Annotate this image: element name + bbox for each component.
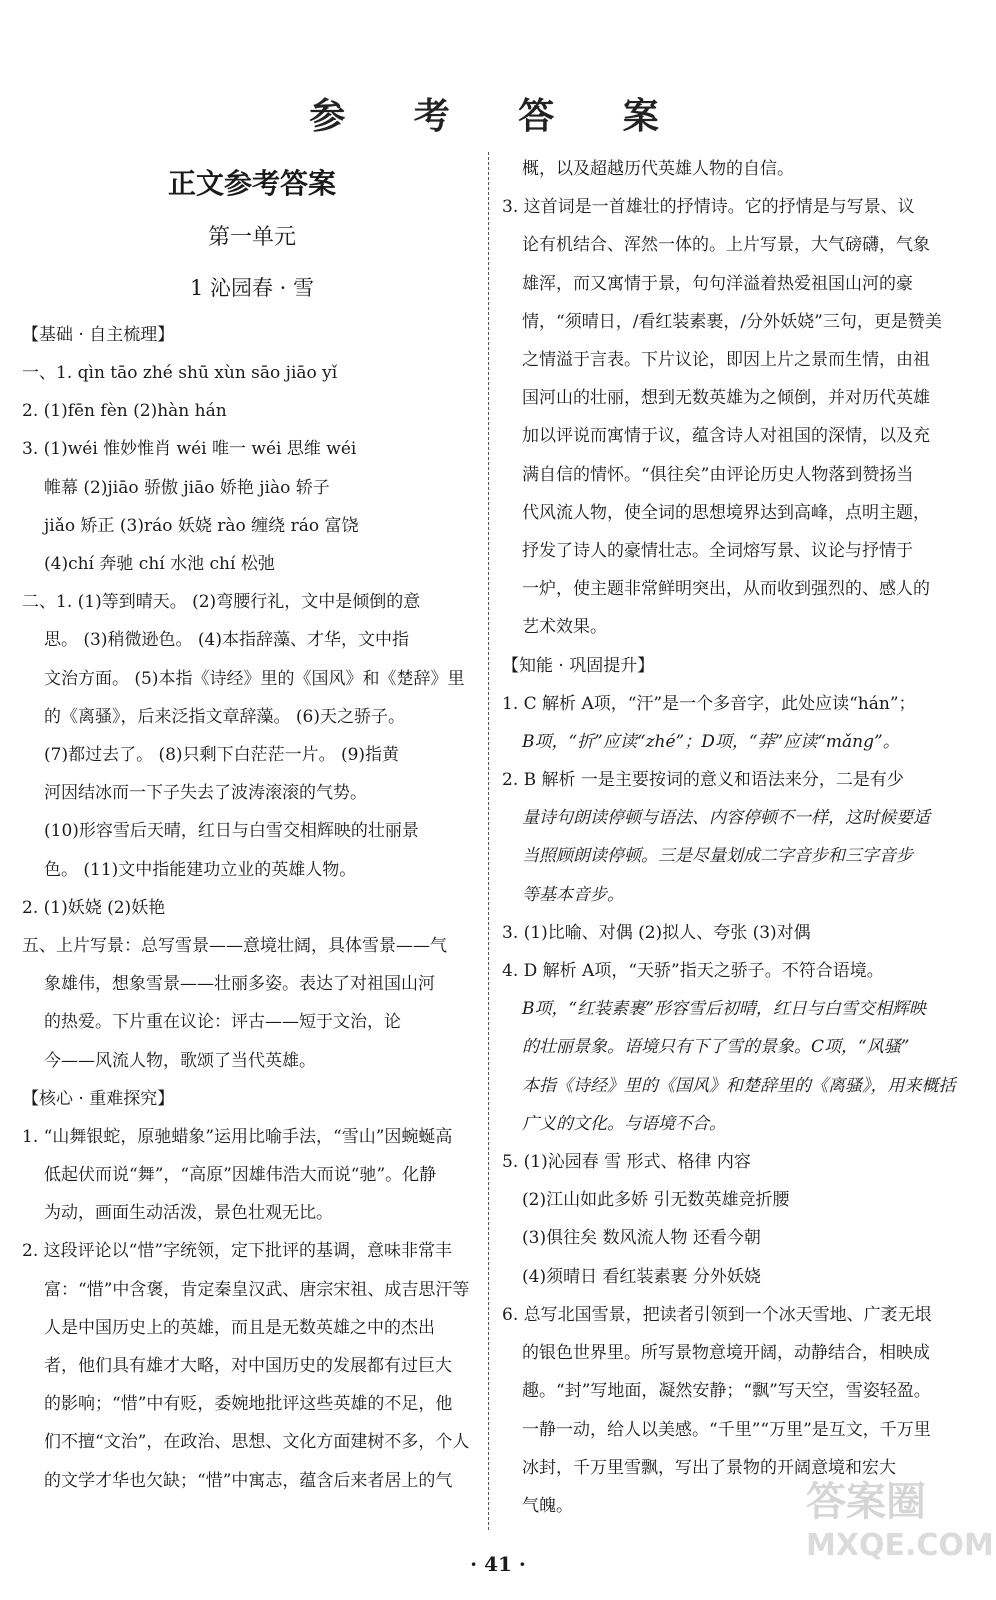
answer-line: (2)江山如此多娇 引无数英雄竞折腰 (522, 1190, 790, 1211)
answer-line: 五、上片写景：总写雪景——意境壮阔，具体雪景——气 (22, 936, 447, 957)
answer-line: 者，他们具有雄才大略，对中国历史的发展都有过巨大 (44, 1356, 452, 1377)
answer-line: 富：“惜”中含褒，肯定秦皇汉武、唐宗宋祖、成吉思汗等 (44, 1279, 470, 1300)
answer-line: 的热爱。下片重在议论：评古——短于文治，论 (44, 1012, 401, 1033)
answer-line: jiǎo 矫正 (3)ráo 妖娆 rào 缠绕 ráo 富饶 (44, 515, 359, 536)
answer-line: 3. (1)wéi 惟妙惟肖 wéi 唯一 wéi 思维 wéi (22, 439, 357, 460)
answer-line: 今——风流人物，歌颂了当代英雄。 (44, 1050, 316, 1071)
answer-line: 气魄。 (522, 1495, 573, 1516)
answer-line: 低起伏而说“舞”，“高原”因雄伟浩大而说“驰”。化静 (44, 1165, 437, 1186)
main-heading: 正文参考答案 (167, 167, 336, 200)
answer-line: 3. 这首词是一首雄壮的抒情诗。它的抒情是与写景、议 (502, 197, 915, 218)
answer-line: 之情溢于言表。下片议论，即因上片之景而生情，由祖 (522, 350, 930, 371)
answer-line: B项，“折”应读“zhé”；D项，“莽”应读“mǎng”。 (522, 731, 900, 752)
answer-line: 象雄伟，想象雪景——壮丽多姿。表达了对祖国山河 (44, 974, 435, 995)
answer-line: 4. D 解析 A项，“天骄”指天之骄子。不符合语境。 (502, 961, 884, 982)
lesson-heading: 1 沁园春 · 雪 (189, 276, 315, 300)
answer-line: 冰封，千万里雪飘，写出了景物的开阔意境和宏大 (522, 1457, 896, 1478)
answer-line: 国河山的壮丽，想到无数英雄为之倾倒，并对历代英雄 (522, 388, 930, 409)
answer-line: 代风流人物，使全词的思想境界达到高峰，点明主题， (522, 502, 930, 523)
answer-line: 的壮丽景象。语境只有下了雪的景象。C项，“风骚” (522, 1037, 910, 1058)
answer-line: 满自信的情怀。“俱往矣”由评论历史人物落到赞扬当 (522, 464, 914, 485)
answer-line: 2. (1)fēn fèn (2)hàn hán (22, 401, 227, 422)
answer-line: (7)都过去了。 (8)只剩下白茫茫一片。 (9)指黄 (44, 745, 400, 766)
page-title: 参 考 答 案 (309, 95, 687, 137)
answer-line: 论有机结合、浑然一体的。上片写景，大气磅礴，气象 (522, 235, 930, 256)
answer-line: 概，以及超越历代英雄人物的自信。 (522, 159, 794, 179)
answer-line: 等基本音步。 (522, 884, 624, 905)
answer-line: 6. 总写北国雪景，把读者引领到一个冰天雪地、广袤无垠 (502, 1304, 932, 1325)
answer-line: 的文学才华也欠缺；“惜”中寓志，蕴含后来者居上的气 (44, 1470, 453, 1491)
answer-line: (3)俱往矣 数风流人物 还看今朝 (522, 1228, 761, 1249)
answer-line: 们不擅“文治”，在政治、思想、文化方面建树不多，个人 (44, 1432, 470, 1453)
answer-line: 的银色世界里。所写景物意境开阔，动静结合，相映成 (522, 1343, 930, 1364)
answer-line: 加以评说而寓情于议，蕴含诗人对祖国的深情，以及充 (522, 426, 930, 447)
answer-line: B项，“红装素裹”形容雪后初晴，红日与白雪交相辉映 (522, 999, 926, 1020)
answer-line: 为动，画面生动活泼，景色壮观无比。 (44, 1203, 333, 1224)
answer-line: 1. C 解析 A项，“汗”是一个多音字，此处应读“hán”； (502, 693, 916, 714)
answer-line: 趣。“封”写地面，凝然安静；“飘”写天空，雪姿轻盈。 (522, 1381, 931, 1402)
answer-line: (4)chí 奔驰 chí 水池 chí 松弛 (44, 554, 275, 575)
page-number: · 41 · (470, 1552, 526, 1576)
section-heading-core: 【核心 · 重难探究】 (22, 1088, 175, 1109)
answer-line: (10)形容雪后天晴，红日与白雪交相辉映的壮丽景 (44, 821, 419, 842)
answer-line: 文治方面。 (5)本指《诗经》里的《国风》和《楚辞》里 (44, 668, 465, 689)
watermark-logo-text: 答案圈 (806, 1479, 926, 1525)
answer-line: 3. (1)比喻、对偶 (2)拟人、夸张 (3)对偶 (502, 922, 811, 943)
answer-line: 情，“须晴日，/看红装素裹，/分外妖娆”三句，更是赞美 (522, 311, 942, 332)
section-heading-practice: 【知能 · 巩固提升】 (502, 655, 655, 676)
answer-line: 一、1. qìn tāo zhé shū xùn sāo jiāo yǐ (22, 363, 338, 383)
answer-line: 帷幕 (2)jiāo 骄傲 jiāo 娇艳 jiào 轿子 (44, 477, 330, 498)
answer-line: 抒发了诗人的豪情壮志。全词熔写景、议论与抒情于 (522, 541, 913, 562)
answer-line: 量诗句朗读停顿与语法、内容停顿不一样，这时候要适 (522, 808, 930, 829)
answer-line: (4)须晴日 看红装素裹 分外妖娆 (522, 1266, 761, 1287)
column-divider (488, 152, 489, 1530)
answer-line: 1. “山舞银蛇，原驰蜡象”运用比喻手法，“雪山”因蜿蜒高 (22, 1126, 453, 1147)
answer-line: 广义的文化。与语境不合。 (522, 1113, 726, 1134)
answer-line: 的影响；“惜”中有贬，委婉地批评这些英雄的不足，他 (44, 1394, 453, 1415)
answer-line: 二、1. (1)等到晴天。 (2)弯腰行礼，文中是倾倒的意 (22, 592, 421, 613)
answer-line: 一静一动，给人以美感。“千里”“万里”是互文，千万里 (522, 1419, 931, 1440)
answer-line: 艺术效果。 (522, 617, 607, 638)
answer-line: 一炉，使主题非常鲜明突出，从而收到强烈的、感人的 (522, 579, 930, 600)
answer-line: 本指《诗经》里的《国风》和楚辞里的《离骚》，用来概括 (522, 1075, 956, 1096)
answer-line: 河因结冰而一下子失去了波涛滚滚的气势。 (44, 783, 367, 804)
answer-line: 的《离骚》，后来泛指文章辞藻。 (6)天之骄子。 (44, 706, 405, 727)
unit-heading: 第一单元 (207, 225, 296, 250)
answer-line: 2. 这段评论以“惜”字统领，定下批评的基调，意味非常丰 (22, 1241, 453, 1262)
answer-line: 思。 (3)稍微逊色。 (4)本指辞藻、才华，文中指 (44, 630, 409, 651)
answer-line: 5. (1)沁园春 雪 形式、格律 内容 (502, 1152, 751, 1173)
watermark-logo (806, 1478, 994, 1582)
left-column (22, 158, 482, 1500)
watermark-url: MXQE.COM (806, 1528, 994, 1563)
answer-line: 色。 (11)文中指能建功立业的英雄人物。 (44, 859, 357, 880)
answer-line: 人是中国历史上的英雄，而且是无数英雄之中的杰出 (44, 1317, 435, 1338)
answer-line: 当照顾朗读停顿。三是尽量划成二字音步和三字音步 (522, 846, 913, 867)
right-column (502, 150, 972, 1525)
section-heading-basics: 【基础 · 自主梳理】 (22, 325, 175, 345)
answer-line: 雄浑，而又寓情于景，句句洋溢着热爱祖国山河的豪 (522, 273, 913, 294)
answer-line: 2. (1)妖娆 (2)妖艳 (22, 897, 166, 918)
answer-line: 2. B 解析 一是主要按词的意义和语法来分，二是有少 (502, 770, 904, 791)
